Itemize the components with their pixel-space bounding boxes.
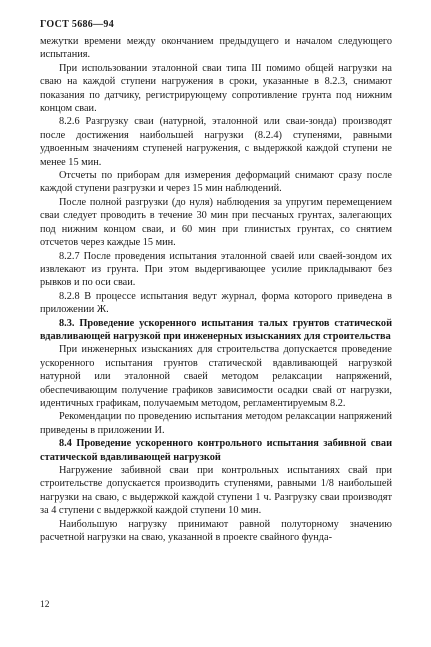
paragraph: Наибольшую нагрузку принимают равной полуторному значению расчетной нагрузки на сваю, указанной в проекте свайного фунда- bbox=[40, 518, 392, 544]
page-number: 12 bbox=[40, 600, 50, 610]
paragraph: 8.2.8 В процессе испытания ведут журнал, форма которого приведена в приложении Ж. bbox=[40, 290, 392, 316]
paragraph: При использовании эталонной сваи типа III помимо общей нагрузки на сваю на каждой ступени нагружения в сроки, указанные в 8.2.3, снимают показания по датчику, регистрирующему сопротивление грунта под нижним концом сваи. bbox=[40, 62, 392, 115]
paragraph: межутки времени между окончанием предыдущего и началом следующего испытания. bbox=[40, 36, 392, 61]
paragraph: 8.2.6 Разгрузку сваи (натурной, эталонной или сваи-зонда) производят после достижения наибольшей нагрузки (8.2.4) ступенями, равными удвоенным значениям ступеней нагружения, с выдержкой каждой ступени не менее 15 мин. bbox=[40, 116, 392, 168]
paragraph: Рекомендации по проведению испытания методом релаксации напряжений приведены в приложении И. bbox=[40, 411, 392, 436]
section-heading: 8.4 Проведение ускоренного контрольного испытания забивной сваи статической вдавливающей нагрузкой bbox=[40, 438, 392, 463]
section-heading: 8.3. Проведение ускоренного испытания талых грунтов статической вдавливающей нагрузкой при инженерных изысканиях для строительства bbox=[40, 317, 392, 342]
paragraph: Отсчеты по приборам для измерения деформаций снимают сразу после каждой ступени разгрузки и через 15 мин наблюдений. bbox=[40, 170, 392, 195]
paragraph: Нагружение забивной сваи при контрольных испытаниях свай при строительстве допускается производить ступенями, равными 1/8 наибольшей нагрузки на сваю, с выдержкой каждой ступени 1 ч. Разгрузку сваи производят за 4 ступени с выдержкой каждой ступени 10 мин. bbox=[40, 465, 392, 517]
document-body bbox=[40, 35, 392, 544]
page-header: ГОСТ 5686—94 bbox=[40, 19, 115, 30]
paragraph: 8.2.7 После проведения испытания эталонной сваей или сваей-зондом их извлекают из грунта. При этом выдергивающее усилие прикладывают без рывков и по оси сваи. bbox=[40, 250, 392, 289]
paragraph: После полной разгрузки (до нуля) наблюдения за упругим перемещением сваи следует проводить в течение 30 мин при песчаных грунтах, залегающих под нижним концом сваи, и 60 мин при глинистых грунтах, со снятием отсчетов через каждые 15 мин. bbox=[40, 196, 392, 249]
paragraph: При инженерных изысканиях для строительства допускается проведение ускоренного испытания грунтов статической вдавливающей нагрузкой натурной или эталонной сваей методом релаксации напряжений, обеспечивающим получение графиков зависимости осадки свай от нагрузки, идентичных графикам, получаемым методом, регламентируемым 8.2. bbox=[40, 344, 392, 409]
